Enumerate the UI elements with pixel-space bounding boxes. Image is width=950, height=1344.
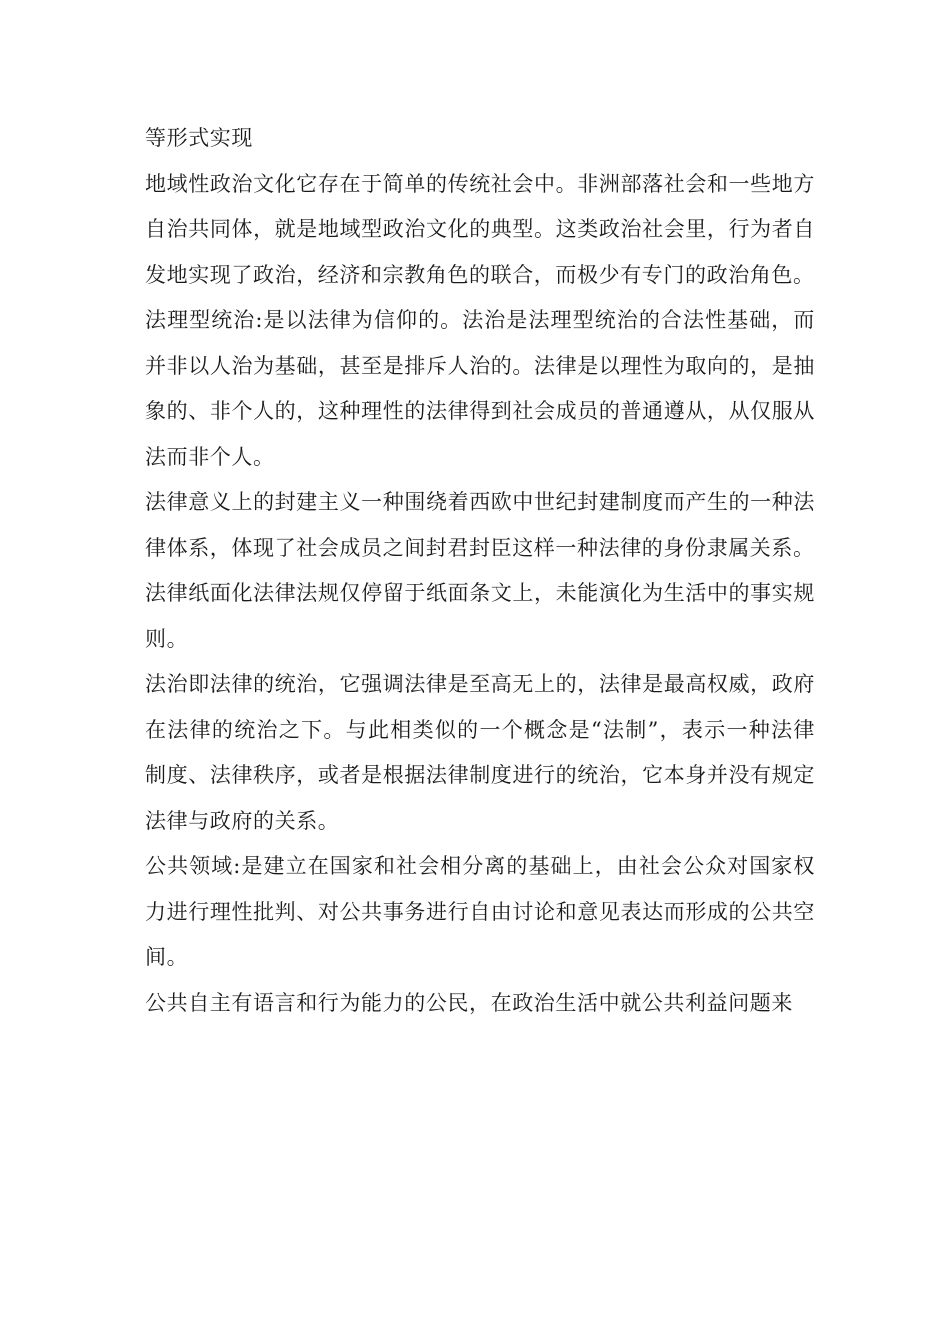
- paragraph-8: 公共自主有语言和行为能力的公民，在政治生活中就公共利益问题来: [145, 990, 793, 1015]
- paragraph-3: 法理型统治:是以法律为信仰的。法治是法理型统治的合法性基础，而并非以人治为基础，甚至是排斥人治的。法律是以理性为取向的，是抽象的、非个人的，这种理性的法律得到社会成员的普通遵从，从仅服从法而非个人。: [145, 308, 815, 469]
- paragraph-5: 法律纸面化法律法规仅停留于纸面条文上，未能演化为生活中的事实规则。: [145, 581, 815, 651]
- paragraph-7: 公共领域:是建立在国家和社会相分离的基础上，由社会公众对国家权力进行理性批判、对公共事务进行自由讨论和意见表达而形成的公共空间。: [145, 854, 815, 969]
- paragraph-2: 地域性政治文化它存在于简单的传统社会中。非洲部落社会和一些地方自治共同体，就是地域型政治文化的典型。这类政治社会里，行为者自发地实现了政治，经济和宗教角色的联合，而极少有专门的政治角色。: [145, 171, 815, 287]
- document-body: [145, 116, 815, 1026]
- paragraph-1: 等形式实现: [145, 126, 253, 150]
- paragraph-6: 法治即法律的统治，它强调法律是至高无上的，法律是最高权威，政府在法律的统治之下。与此相类似的一个概念是“法制”，表示一种法律制度、法律秩序，或者是根据法律制度进行的统治，它本身并没有规定法律与政府的关系。: [145, 672, 815, 833]
- paragraph-4: 法律意义上的封建主义一种围绕着西欧中世纪封建制度而产生的一种法律体系，体现了社会成员之间封君封臣这样一种法律的身份隶属关系。: [145, 490, 815, 560]
